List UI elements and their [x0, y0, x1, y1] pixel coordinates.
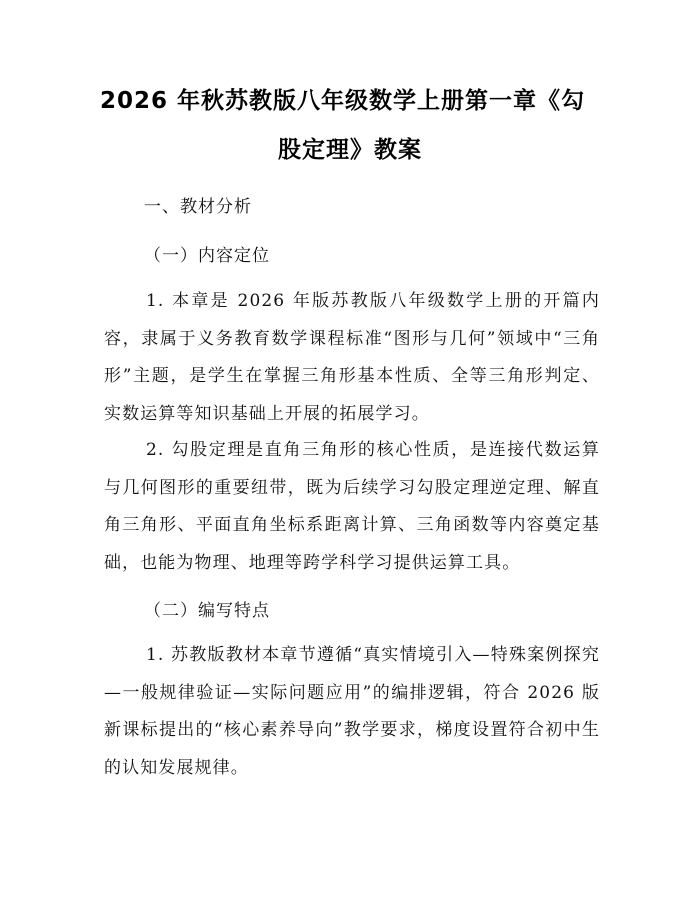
section-heading-textbook-analysis: 一、教材分析 [144, 197, 252, 217]
subsection-heading-writing-features: （二）编写特点 [144, 601, 270, 621]
paragraph-2: 2. 勾股定理是直角三角形的核心性质，是连接代数运算与几何图形的重要纽带，既为后续学习勾股定理逆定理、解直角三角形、平面直角坐标系距离计算、三角函数等内容奠定基础，也能为物理、地理等跨学科学习提供运算工具。 [104, 440, 600, 573]
paragraph-1: 1. 本章是 2026 年版苏教版八年级数学上册的开篇内容，隶属于义务教育数学课程标准“图形与几何”领域中“三角形”主题，是学生在掌握三角形基本性质、全等三角形判定、实数运算等知识基础上开展的拓展学习。 [104, 291, 600, 424]
subsection-heading-content-positioning: （一）内容定位 [144, 246, 270, 266]
paragraph-3: 1. 苏教版教材本章节遵循“真实情境引入—特殊案例探究—一般规律验证—实际问题应用”的编排逻辑，符合 2026 版新课标提出的“核心素养导向”教学要求，梯度设置符合初中生的认知发展规律。 [104, 645, 600, 778]
document-title-line-2: 股定理》教案 [278, 137, 422, 163]
document-title-line-1: 2026 年秋苏教版八年级数学上册第一章《勾 [100, 88, 586, 114]
